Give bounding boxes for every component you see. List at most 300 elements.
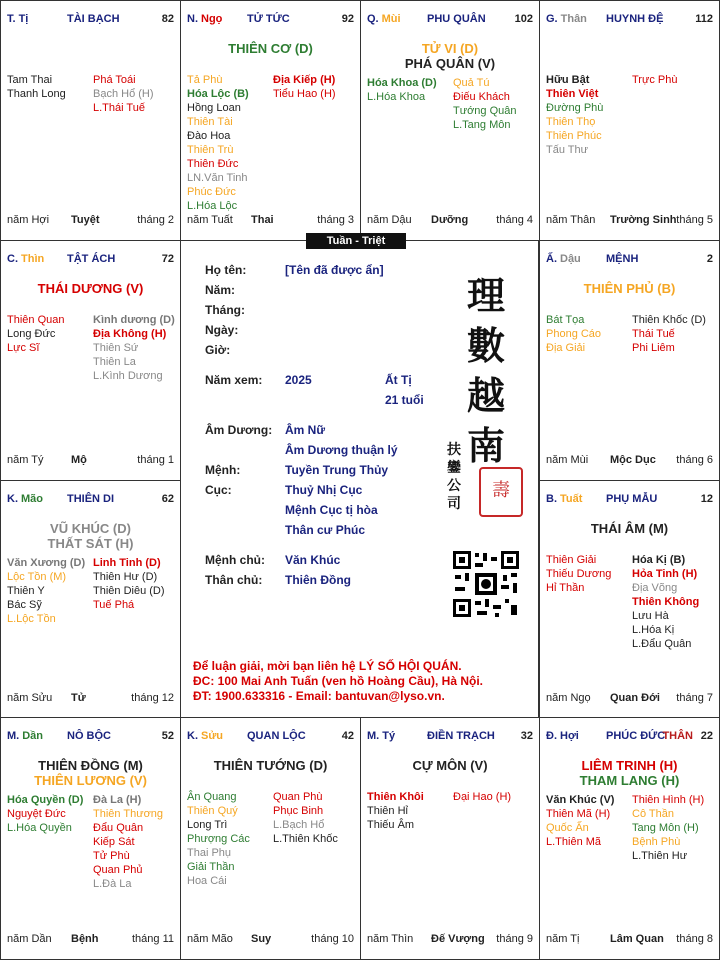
star-name: Tang Môn (H) (632, 822, 699, 834)
palace-mao (0, 480, 181, 719)
main-star: THIÊN PHỦ (B) (583, 281, 676, 296)
palace-ty (360, 717, 540, 960)
palace-dai-han: 112 (695, 13, 713, 25)
palace-chi-name: Sửu (201, 730, 224, 742)
palace-dai-han: 102 (514, 13, 533, 25)
palace-dai-han: 82 (161, 13, 174, 25)
truong-sinh-stage: Bệnh (71, 933, 99, 945)
main-star: THIÊN ĐỒNG (M) (38, 758, 143, 773)
star-name: Cô Thần (632, 808, 674, 820)
am-duong-value-2: Âm Dương thuận lý (285, 443, 398, 457)
star-name: Kiếp Sát (93, 836, 135, 848)
star-name: Thai Phụ (187, 847, 232, 859)
star-name: Văn Khúc (V) (546, 794, 615, 806)
palace-year: năm Mão (187, 933, 233, 945)
star-name: Phượng Các (187, 833, 250, 845)
palace-month: tháng 4 (496, 214, 533, 226)
nam-label: Năm: (205, 283, 236, 297)
star-name: Lưu Hà (632, 610, 669, 622)
star-name: Thiên Thọ (546, 116, 596, 128)
palace-year: năm Dần (7, 933, 52, 945)
palace-can: K. (187, 730, 198, 742)
star-name: L.Thiên Khốc (273, 833, 338, 845)
auxiliary-stars-left (7, 793, 83, 835)
palace-month: tháng 7 (676, 692, 713, 704)
auxiliary-stars-right (632, 553, 699, 651)
palace-chi-name: Tuất (560, 493, 583, 505)
palace-year: năm Tị (546, 933, 580, 945)
palace-footer (546, 692, 713, 706)
star-name: L.Thiên Hư (632, 850, 688, 862)
star-name: Hỏa Tinh (H) (632, 568, 698, 580)
contact-info (193, 659, 483, 704)
palace-footer (546, 933, 713, 947)
palace-footer (7, 933, 174, 947)
star-name: Hóa Khoa (D) (367, 77, 437, 89)
cuc-value-2: Mệnh Cục tị hòa (285, 503, 378, 517)
auxiliary-stars-left (367, 790, 424, 832)
palace-name: TỬ TỨC (247, 13, 290, 25)
palace-year: năm Tý (7, 454, 44, 466)
truong-sinh-stage: Trường Sinh (610, 214, 677, 226)
star-name: L.Đẩu Quân (632, 638, 692, 650)
star-name: L.Hóa Khoa (367, 91, 426, 103)
palace-ti (0, 0, 181, 241)
palace-chi-name: Hợi (560, 730, 579, 742)
ho-ten-value: [Tên đã được ẩn] (285, 263, 384, 277)
center-info-panel (180, 240, 539, 718)
thang-label: Tháng: (205, 303, 245, 317)
palace-month: tháng 11 (131, 933, 174, 945)
star-name: Thiếu Âm (367, 819, 415, 831)
palace-chi (187, 730, 223, 742)
star-name: LN.Văn Tinh (187, 172, 248, 184)
auxiliary-stars-left (7, 73, 66, 101)
star-name: Thiên Hình (H) (632, 794, 705, 806)
auxiliary-stars-right (273, 73, 336, 101)
palace-dai-han: 22 (700, 730, 713, 742)
palace-month: tháng 5 (676, 214, 713, 226)
menh-value: Tuyền Trung Thủy (285, 463, 389, 477)
palace-dan (0, 717, 181, 960)
star-name: Địa Kiếp (H) (273, 74, 336, 86)
main-star: THIÊN CƠ (D) (228, 41, 313, 56)
auxiliary-stars-right (632, 73, 677, 87)
star-name: Hóa Kị (B) (632, 554, 686, 566)
main-star: THIÊN LƯƠNG (V) (34, 773, 147, 788)
palace-header (367, 730, 533, 744)
auxiliary-stars-left (546, 793, 614, 849)
truong-sinh-stage: Thai (251, 214, 274, 226)
palace-year: năm Mùi (546, 454, 589, 466)
palace-month: tháng 10 (311, 933, 354, 945)
star-name: Thiên Khốc (D) (632, 314, 706, 326)
palace-header (7, 493, 174, 507)
palace-header (367, 13, 533, 27)
palace-footer (546, 454, 713, 468)
main-star: THÁI ÂM (M) (590, 521, 669, 536)
auxiliary-stars-left (7, 556, 85, 626)
star-name: Đà La (H) (93, 794, 142, 806)
star-name: Quan Phù (273, 791, 323, 803)
palace-name: PHỤ MẪU (606, 493, 658, 505)
palace-footer (367, 933, 533, 947)
star-name: Ân Quang (187, 791, 237, 803)
palace-dai-han: 62 (161, 493, 174, 505)
star-name: Địa Võng (632, 582, 678, 594)
menh-chu-label: Mệnh chủ: (205, 553, 265, 567)
palace-can: T. (7, 13, 16, 25)
palace-month: tháng 3 (317, 214, 354, 226)
star-name: Thiên Việt (546, 88, 599, 100)
palace-year: năm Hợi (7, 214, 50, 226)
palace-dai-han: 92 (341, 13, 354, 25)
auxiliary-stars-right (453, 76, 517, 132)
palace-name: THIÊN DI (67, 493, 115, 505)
palace-dai-han: 2 (706, 253, 713, 265)
star-name: Thiên Quý (187, 805, 238, 817)
palace-tuat (539, 480, 720, 719)
than-chu-label: Thân chủ: (205, 573, 263, 587)
star-name: Thiên Đức (187, 158, 239, 170)
palace-name: PHÚC ĐỨC (606, 730, 666, 742)
star-name: Hỉ Thần (546, 582, 585, 594)
auxiliary-stars-right (93, 556, 165, 612)
star-name: Lộc Tồn (M) (7, 571, 67, 583)
star-name: Tuế Phá (93, 599, 135, 611)
star-name: Tiểu Hao (H) (273, 88, 336, 100)
star-name: Hoa Cái (187, 875, 227, 887)
star-name: Nguyệt Đức (7, 808, 66, 820)
auxiliary-stars-right (93, 313, 175, 383)
star-name: Hồng Loan (187, 102, 241, 114)
palace-chi (187, 13, 222, 25)
palace-header (546, 730, 713, 744)
palace-thin (0, 240, 181, 481)
auxiliary-stars-right (93, 793, 163, 891)
palace-name: NÔ BỘC (67, 730, 111, 742)
palace-header (546, 493, 713, 507)
contact-line-3: ĐT: 1900.633316 - Email: bantuvan@lyso.vn. (193, 689, 445, 703)
palace-month: tháng 2 (137, 214, 174, 226)
palace-chi (546, 13, 587, 25)
star-name: L.Thái Tuế (93, 102, 145, 114)
palace-footer (7, 692, 174, 706)
palace-can: G. (546, 13, 558, 25)
palace-year: năm Dậu (367, 214, 412, 226)
tuan-triet-badge: Tuần - Triệt (306, 233, 406, 249)
auxiliary-stars-left (546, 313, 601, 355)
star-name: Quả Tú (453, 77, 490, 89)
auxiliary-stars-right (453, 790, 511, 804)
ngay-label: Ngày: (205, 323, 239, 337)
menh-label: Mệnh: (205, 463, 241, 477)
palace-footer (367, 214, 533, 228)
small-seal-text: 扶 鑾 公 司 (447, 442, 461, 512)
star-name: Địa Giải (546, 342, 586, 354)
palace-dai-han: 72 (161, 253, 174, 265)
star-name: Hóa Quyền (D) (7, 794, 84, 806)
truong-sinh-stage: Tuyệt (71, 214, 100, 226)
star-name: Thiên Diêu (D) (93, 585, 165, 597)
star-name: Thái Tuế (632, 328, 675, 340)
palace-dai-han: 42 (341, 730, 354, 742)
palace-header (7, 730, 174, 744)
palace-name: HUYNH ĐỆ (606, 13, 664, 25)
truong-sinh-stage: Lâm Quan (610, 933, 664, 945)
star-name: L.Hóa Quyền (7, 822, 72, 834)
main-star: PHÁ QUÂN (V) (404, 56, 496, 71)
main-star: VŨ KHÚC (D) (50, 521, 131, 536)
star-name: Phúc Đức (187, 186, 236, 198)
palace-can: B. (546, 493, 557, 505)
palace-name: ĐIỀN TRẠCH (427, 730, 495, 742)
star-name: Thiên Tài (187, 116, 233, 128)
palace-chi (367, 13, 401, 25)
palace-footer (187, 214, 354, 228)
gio-label: Giờ: (205, 343, 231, 357)
star-name: Đường Phù (546, 102, 604, 114)
palace-chi (7, 13, 28, 25)
main-star: CỰ MÔN (V) (412, 758, 488, 773)
palace-footer (7, 214, 174, 228)
palace-year: năm Thìn (367, 933, 414, 945)
cuc-value-3: Thân cư Phúc (285, 523, 366, 537)
star-name: Linh Tinh (D) (93, 557, 161, 569)
palace-name: TẬT ÁCH (67, 253, 116, 265)
auxiliary-stars-right (632, 793, 704, 863)
palace-chi-name: Tị (18, 13, 29, 25)
main-star: THIÊN TƯỚNG (D) (213, 758, 328, 773)
star-name: Quan Phủ (93, 864, 143, 876)
star-name: Tướng Quân (453, 105, 517, 117)
star-name: Thiên Khôi (367, 791, 424, 803)
palace-chi (546, 730, 579, 742)
main-star: LIÊM TRINH (H) (581, 758, 678, 773)
star-name: Thiên Quan (7, 314, 65, 326)
nam-xem-label: Năm xem: (205, 373, 263, 387)
palace-header (7, 13, 174, 27)
palace-name: MỆNH (606, 253, 639, 265)
palace-can: Đ. (546, 730, 557, 742)
star-name: L.Hóa Kị (632, 624, 675, 636)
main-star: THÁI DƯƠNG (V) (37, 281, 144, 296)
nam-xem-value: 2025 (285, 373, 312, 387)
star-name: Thiếu Dương (546, 568, 612, 580)
star-name: Phục Binh (273, 805, 324, 817)
truong-sinh-stage: Tử (71, 692, 86, 704)
palace-dai-han: 32 (520, 730, 533, 742)
than-marker: THÂN (662, 730, 693, 742)
star-name: Thiên Phúc (546, 130, 602, 142)
star-name: Lực Sĩ (7, 342, 40, 354)
truong-sinh-stage: Suy (251, 933, 272, 945)
auxiliary-stars-left (546, 73, 603, 157)
star-name: Quốc Ấn (546, 822, 589, 834)
main-star: TỬ VI (D) (421, 41, 479, 56)
palace-chi (7, 730, 43, 742)
palace-can: N. (187, 13, 198, 25)
star-name: Văn Xương (D) (7, 557, 86, 569)
palace-year: năm Thân (546, 214, 596, 226)
contact-line-2: ĐC: 100 Mai Anh Tuấn (ven hồ Hoàng Cầu), Hà Nội. (193, 674, 484, 688)
star-name: Thanh Long (7, 88, 66, 100)
main-star: THẤT SÁT (H) (47, 536, 134, 551)
star-name: Long Trì (187, 819, 228, 831)
truong-sinh-stage: Đế Vượng (431, 933, 485, 945)
auxiliary-stars-left (187, 73, 249, 213)
star-name: Đẩu Quân (93, 822, 144, 834)
star-name: Thiên La (93, 356, 136, 368)
palace-chi-name: Mùi (381, 13, 401, 25)
auxiliary-stars-right (93, 73, 154, 115)
star-name: Tấu Thư (546, 144, 589, 156)
palace-chi-name: Thìn (21, 253, 45, 265)
palace-dai-han: 12 (700, 493, 713, 505)
palace-footer (7, 454, 174, 468)
palace-month: tháng 1 (137, 454, 174, 466)
calligraphy-logo: 理 數 越 南 (466, 273, 505, 468)
truong-sinh-stage: Quan Đới (610, 692, 660, 704)
star-name: Bác Sỹ (7, 599, 42, 611)
star-name: Tử Phù (93, 850, 130, 862)
palace-chi-name: Dần (22, 730, 44, 742)
truong-sinh-stage: Dưỡng (431, 214, 469, 226)
palace-header (187, 13, 354, 27)
star-name: Hữu Bật (546, 74, 590, 86)
auxiliary-stars-right (273, 790, 338, 846)
star-name: Thiên Thương (93, 808, 164, 820)
qr-code[interactable] (451, 549, 521, 619)
palace-header (546, 13, 713, 27)
palace-name: QUAN LỘC (247, 730, 306, 742)
star-name: L.Tang Môn (453, 119, 511, 131)
ho-ten-label: Họ tên: (205, 263, 247, 277)
auxiliary-stars-left (7, 313, 64, 355)
palace-footer (187, 933, 354, 947)
star-name: Địa Không (H) (93, 328, 167, 340)
palace-name: PHU QUÂN (427, 13, 486, 25)
palace-year: năm Sửu (7, 692, 53, 704)
star-name: Phá Toái (93, 74, 136, 86)
palace-chi-name: Dậu (560, 253, 581, 265)
palace-month: tháng 12 (131, 692, 174, 704)
star-name: Thiên Mã (H) (546, 808, 611, 820)
palace-name: TÀI BẠCH (67, 13, 120, 25)
star-name: Thiên Hư (D) (93, 571, 158, 583)
cuc-value: Thuỷ Nhị Cục (285, 483, 363, 497)
palace-chi-name: Tý (382, 730, 396, 742)
palace-dai-han: 52 (161, 730, 174, 742)
palace-hoi (539, 717, 720, 960)
palace-can: M. (367, 730, 380, 742)
star-name: Phong Cáo (546, 328, 602, 340)
palace-can: Q. (367, 13, 379, 25)
truong-sinh-stage: Mộ (71, 454, 87, 466)
auxiliary-stars-left (367, 76, 437, 104)
star-name: L.Lộc Tồn (7, 613, 56, 625)
star-name: Giải Thần (187, 861, 235, 873)
palace-month: tháng 6 (676, 454, 713, 466)
star-name: L.Hóa Lộc (187, 200, 238, 212)
palace-chi-name: Mão (21, 493, 43, 505)
palace-year: năm Ngọ (546, 692, 591, 704)
palace-chi (546, 253, 581, 265)
star-name: Thiên Không (632, 596, 700, 608)
menh-chu-value: Văn Khúc (285, 553, 341, 567)
nam-xem-can-chi: Ất Tị (385, 373, 412, 387)
star-name: L.Thiên Mã (546, 836, 602, 848)
palace-chi (7, 253, 44, 265)
than-chu-value: Thiên Đồng (285, 573, 351, 587)
star-name: Thiên Giải (546, 554, 597, 566)
star-name: Thiên Hỉ (367, 805, 408, 817)
palace-dau (539, 240, 720, 481)
palace-header (546, 253, 713, 267)
star-name: Thiên Trù (187, 144, 234, 156)
palace-chi (7, 493, 43, 505)
star-name: Điếu Khách (453, 91, 510, 103)
tuoi-value: 21 tuổi (385, 393, 424, 407)
palace-suu (180, 717, 361, 960)
palace-chi (546, 493, 582, 505)
star-name: Thiên Y (7, 585, 45, 597)
palace-header (7, 253, 174, 267)
star-name: Thiên Sứ (93, 342, 139, 354)
star-name: Bệnh Phù (632, 836, 681, 848)
palace-year: năm Tuất (187, 214, 233, 226)
palace-can: Ấ. (546, 253, 557, 265)
star-name: Tam Thai (7, 74, 53, 86)
star-name: Bát Tọa (546, 314, 585, 326)
main-star: THAM LANG (H) (579, 773, 680, 788)
star-name: Đại Hao (H) (453, 791, 512, 803)
star-name: Tả Phù (187, 74, 223, 86)
palace-can: M. (7, 730, 20, 742)
star-name: Kình dương (D) (93, 314, 175, 326)
star-name: Long Đức (7, 328, 56, 340)
palace-month: tháng 9 (496, 933, 533, 945)
palace-footer (546, 214, 713, 228)
star-name: L.Kình Dương (93, 370, 163, 382)
star-name: Đào Hoa (187, 130, 231, 142)
auxiliary-stars-left (546, 553, 611, 595)
cuc-label: Cục: (205, 483, 232, 497)
star-name: L.Bạch Hổ (273, 819, 325, 831)
palace-month: tháng 8 (676, 933, 713, 945)
star-name: Bạch Hổ (H) (93, 88, 154, 100)
truong-sinh-stage: Mộc Dục (610, 454, 656, 466)
palace-can: C. (7, 253, 18, 265)
star-name: Hóa Lộc (B) (187, 88, 249, 100)
palace-chi-name: Thân (560, 13, 587, 25)
auxiliary-stars-left (187, 790, 250, 888)
palace-mui (360, 0, 540, 241)
am-duong-value: Âm Nữ (285, 423, 326, 437)
contact-line-1: Để luận giải, mời bạn liên hệ LÝ SỐ HỘI QUÁN. (193, 659, 462, 673)
palace-chi-name: Ngọ (201, 13, 223, 25)
star-name: L.Đà La (93, 878, 132, 890)
palace-ngo (180, 0, 361, 241)
palace-chi (367, 730, 395, 742)
auxiliary-stars-right (632, 313, 706, 355)
palace-than (539, 0, 720, 241)
star-name: Phi Liêm (632, 342, 675, 354)
am-duong-label: Âm Dương: (205, 423, 273, 437)
palace-can: K. (7, 493, 18, 505)
red-stamp: 壽 (479, 467, 523, 517)
star-name: Trực Phù (632, 74, 678, 86)
